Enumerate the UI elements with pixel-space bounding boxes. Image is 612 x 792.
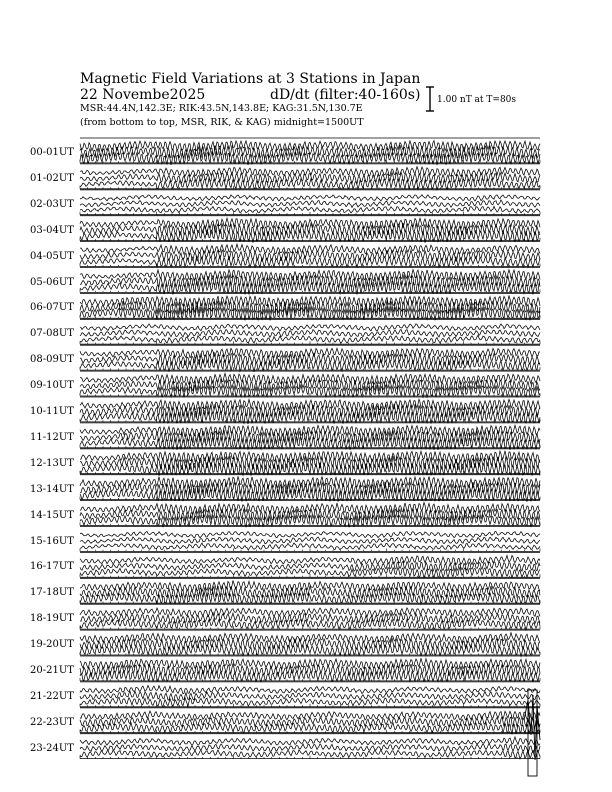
row-frame (80, 449, 540, 474)
trace-rik (80, 537, 540, 544)
scale-bar (426, 87, 434, 111)
trace-kag (80, 451, 540, 463)
trace-kag (80, 686, 540, 694)
trace-kag (80, 711, 540, 720)
row-label: 19-20UT (30, 639, 74, 651)
row-label: 13-14UT (30, 483, 74, 495)
trace-kag (80, 531, 540, 537)
row-label: 01-02UT (30, 172, 74, 184)
trace-kag (80, 141, 540, 153)
trace-kag (80, 244, 540, 255)
quantity-label: dD/dt (filter:40-160s) (270, 87, 421, 103)
row-label: 08-09UT (30, 354, 74, 366)
row-label: 00-01UT (30, 147, 74, 158)
scale-label: 1.00 nT at T=80s (437, 95, 517, 105)
row-frame (80, 604, 540, 629)
row-label: 09-10UT (30, 380, 74, 392)
row-label: 06-07UT (30, 302, 74, 314)
row-label: 15-16UT (30, 535, 74, 547)
row-label: 17-18UT (30, 587, 74, 599)
row-frame (80, 682, 540, 707)
row-label: 16-17UT (30, 561, 74, 573)
trace-kag (80, 270, 540, 282)
trace-kag (80, 425, 540, 437)
row-label: 23-24UT (30, 742, 74, 754)
date-label: 22 Novembe2025 (80, 87, 206, 103)
row-label: 11-12UT (30, 431, 74, 443)
trace-kag (80, 658, 540, 669)
trace-kag (80, 556, 540, 565)
row-label: 05-06UT (30, 276, 74, 288)
trace-rik (80, 378, 540, 392)
chart-title: Magnetic Field Variations at 3 Stations in Japan (80, 71, 421, 87)
trace-rik (80, 744, 540, 753)
trace-kag (80, 737, 540, 746)
stations-label: MSR:44.4N,142.3E; RIK:43.5N,143.8E; KAG:31.5N,130.7E (80, 103, 363, 114)
row-label: 10-11UT (30, 406, 74, 417)
trace-rik (80, 330, 540, 338)
row-label: 14-15UT (30, 509, 74, 521)
trace-kag (80, 324, 540, 331)
row-label: 02-03UT (30, 198, 74, 210)
row-label: 18-19UT (30, 613, 74, 625)
trace-kag (80, 195, 540, 201)
order-note: (from bottom to top, MSR, RIK, & KAG) midnight=1500UT (80, 117, 364, 128)
row-label: 03-04UT (30, 224, 74, 236)
row-label: 21-22UT (30, 690, 74, 702)
row-label: 04-05UT (30, 250, 74, 262)
row-label: 07-08UT (30, 328, 74, 340)
row-label: 20-21UT (30, 665, 74, 676)
row-label: 12-13UT (30, 457, 74, 469)
row-label: 22-23UT (30, 716, 74, 728)
